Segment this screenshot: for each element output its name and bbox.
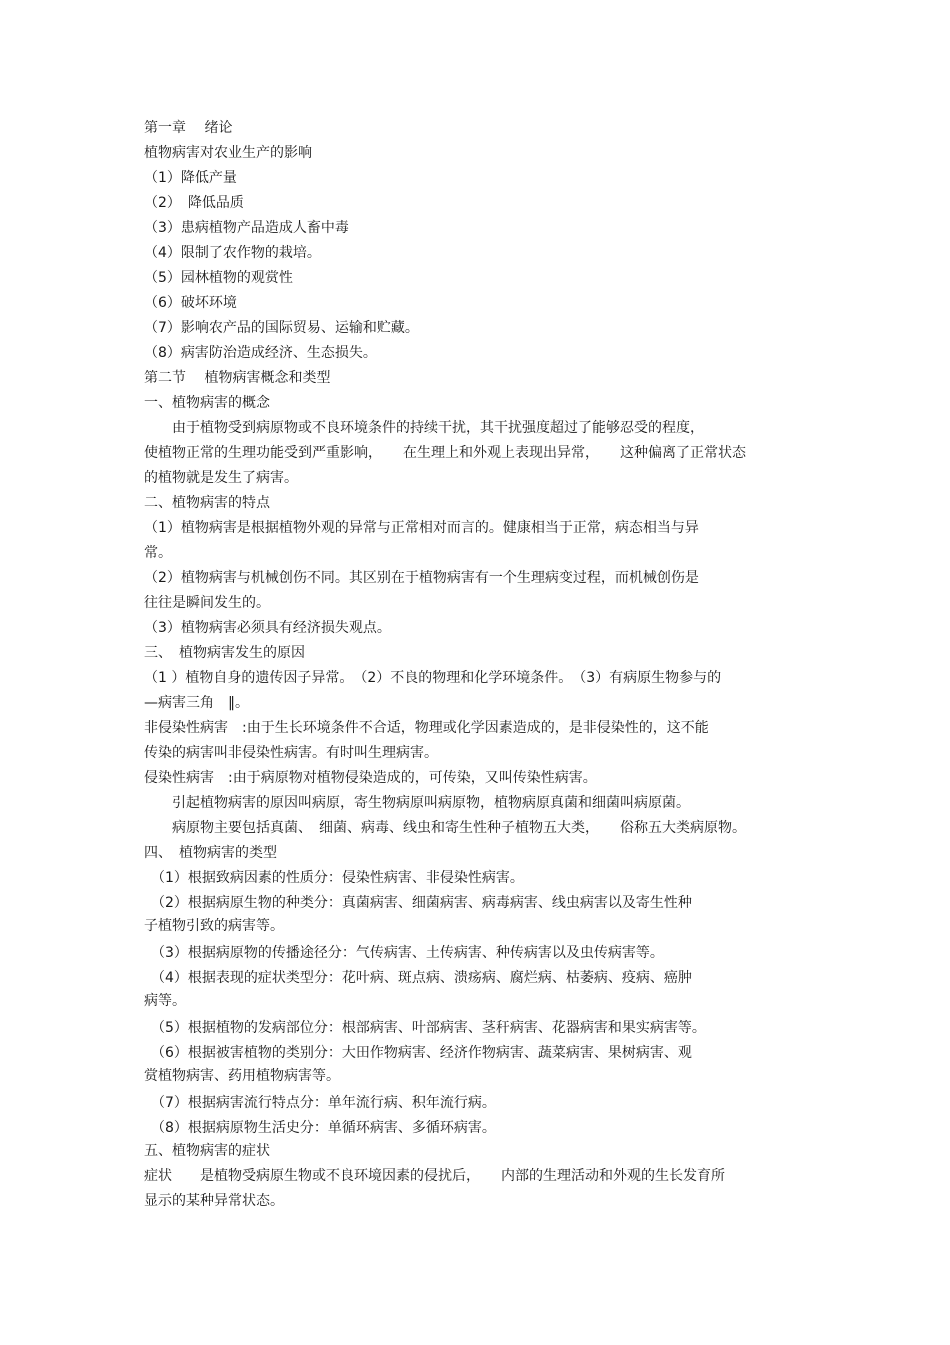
paragraph-line: 传染的病害叫非侵染性病害。有时叫生理病害。	[144, 745, 438, 761]
list-item: （8）病害防治造成经济、生态损失。	[144, 345, 377, 361]
paragraph-line: 显示的某种异常状态。	[144, 1193, 284, 1209]
list-item: （5）根据植物的发病部位分：根部病害、叶部病害、茎秆病害、花器病害和果实病害等。	[144, 1020, 706, 1036]
list-item: （2） 降低品质	[144, 195, 244, 211]
paragraph-line: 病原物主要包括真菌、 细菌、病毒、线虫和寄生性种子植物五大类， 俗称五大类病原物。	[144, 820, 746, 836]
paragraph-line: 由于植物受到病原物或不良环境条件的持续干扰，其干扰强度超过了能够忍受的程度，	[144, 420, 704, 436]
paragraph-line: 的植物就是发生了病害。	[144, 470, 298, 486]
list-item: （3）患病植物产品造成人畜中毒	[144, 220, 349, 236]
section-title: 第二节 植物病害概念和类型	[144, 370, 331, 386]
list-item: （6）破坏环境	[144, 295, 237, 311]
paragraph-line: 症状 是植物受病原生物或不良环境因素的侵扰后， 内部的生理活动和外观的生长发育所	[144, 1168, 725, 1184]
list-item: （1）降低产量	[144, 170, 237, 186]
list-item: 子植物引致的病害等。	[144, 918, 284, 934]
paragraph-line: 往往是瞬间发生的。	[144, 595, 270, 611]
paragraph-line: 引起植物病害的原因叫病原，寄生物病原叫病原物，植物病原真菌和细菌叫病原菌。	[144, 795, 690, 811]
list-item: （7）根据病害流行特点分：单年流行病、积年流行病。	[144, 1095, 496, 1111]
paragraph-line: 侵染性病害 :由于病原物对植物侵染造成的，可传染，又叫传染性病害。	[144, 770, 597, 786]
list-item: （3）根据病原物的传播途径分：气传病害、土传病害、种传病害以及虫传病害等。	[144, 945, 664, 961]
subsection-heading: 五、植物病害的症状	[144, 1143, 270, 1159]
section-heading: 植物病害对农业生产的影响	[144, 145, 312, 161]
paragraph-line: 常。	[144, 545, 172, 561]
chapter-title: 第一章 绪论	[144, 120, 233, 136]
paragraph-line: 使植物正常的生理功能受到严重影响， 在生理上和外观上表现出异常， 这种偏离了正常状态	[144, 445, 746, 461]
list-item: 赏植物病害、药用植物病害等。	[144, 1068, 340, 1084]
subsection-heading: 四、 植物病害的类型	[144, 845, 277, 861]
paragraph-line: （3）植物病害必须具有经济损失观点。	[144, 620, 391, 636]
list-item: （4）根据表现的症状类型分：花叶病、斑点病、溃疡病、腐烂病、枯萎病、疫病、癌肿	[144, 970, 692, 986]
list-item: （1）根据致病因素的性质分：侵染性病害、非侵染性病害。	[144, 870, 524, 886]
list-item: 病等。	[144, 993, 186, 1009]
subsection-heading: 三、 植物病害发生的原因	[144, 645, 305, 661]
paragraph-line: 非侵染性病害 :由于生长环境条件不合适，物理或化学因素造成的，是非侵染性的，这不能	[144, 720, 709, 736]
list-item: （4）限制了农作物的栽培。	[144, 245, 321, 261]
paragraph-line: —病害三角 ‖。	[144, 695, 249, 711]
subsection-heading: 二、植物病害的特点	[144, 495, 270, 511]
list-item: （8）根据病原物生活史分：单循环病害、多循环病害。	[144, 1120, 496, 1136]
list-item: （6）根据被害植物的类别分：大田作物病害、经济作物病害、蔬菜病害、果树病害、观	[144, 1045, 692, 1061]
list-item: （5）园林植物的观赏性	[144, 270, 293, 286]
paragraph-line: （1）植物病害是根据植物外观的异常与正常相对而言的。健康相当于正常，病态相当与异	[144, 520, 699, 536]
list-item: （2）根据病原生物的种类分：真菌病害、细菌病害、病毒病害、线虫病害以及寄生性种	[144, 895, 692, 911]
subsection-heading: 一、植物病害的概念	[144, 395, 270, 411]
paragraph-line: （1 ）植物自身的遗传因子异常。 （2）不良的物理和化学环境条件。 （3）有病原生物参与的	[144, 670, 722, 686]
paragraph-line: （2）植物病害与机械创伤不同。其区别在于植物病害有一个生理病变过程，而机械创伤是	[144, 570, 699, 586]
list-item: （7）影响农产品的国际贸易、运输和贮藏。	[144, 320, 419, 336]
